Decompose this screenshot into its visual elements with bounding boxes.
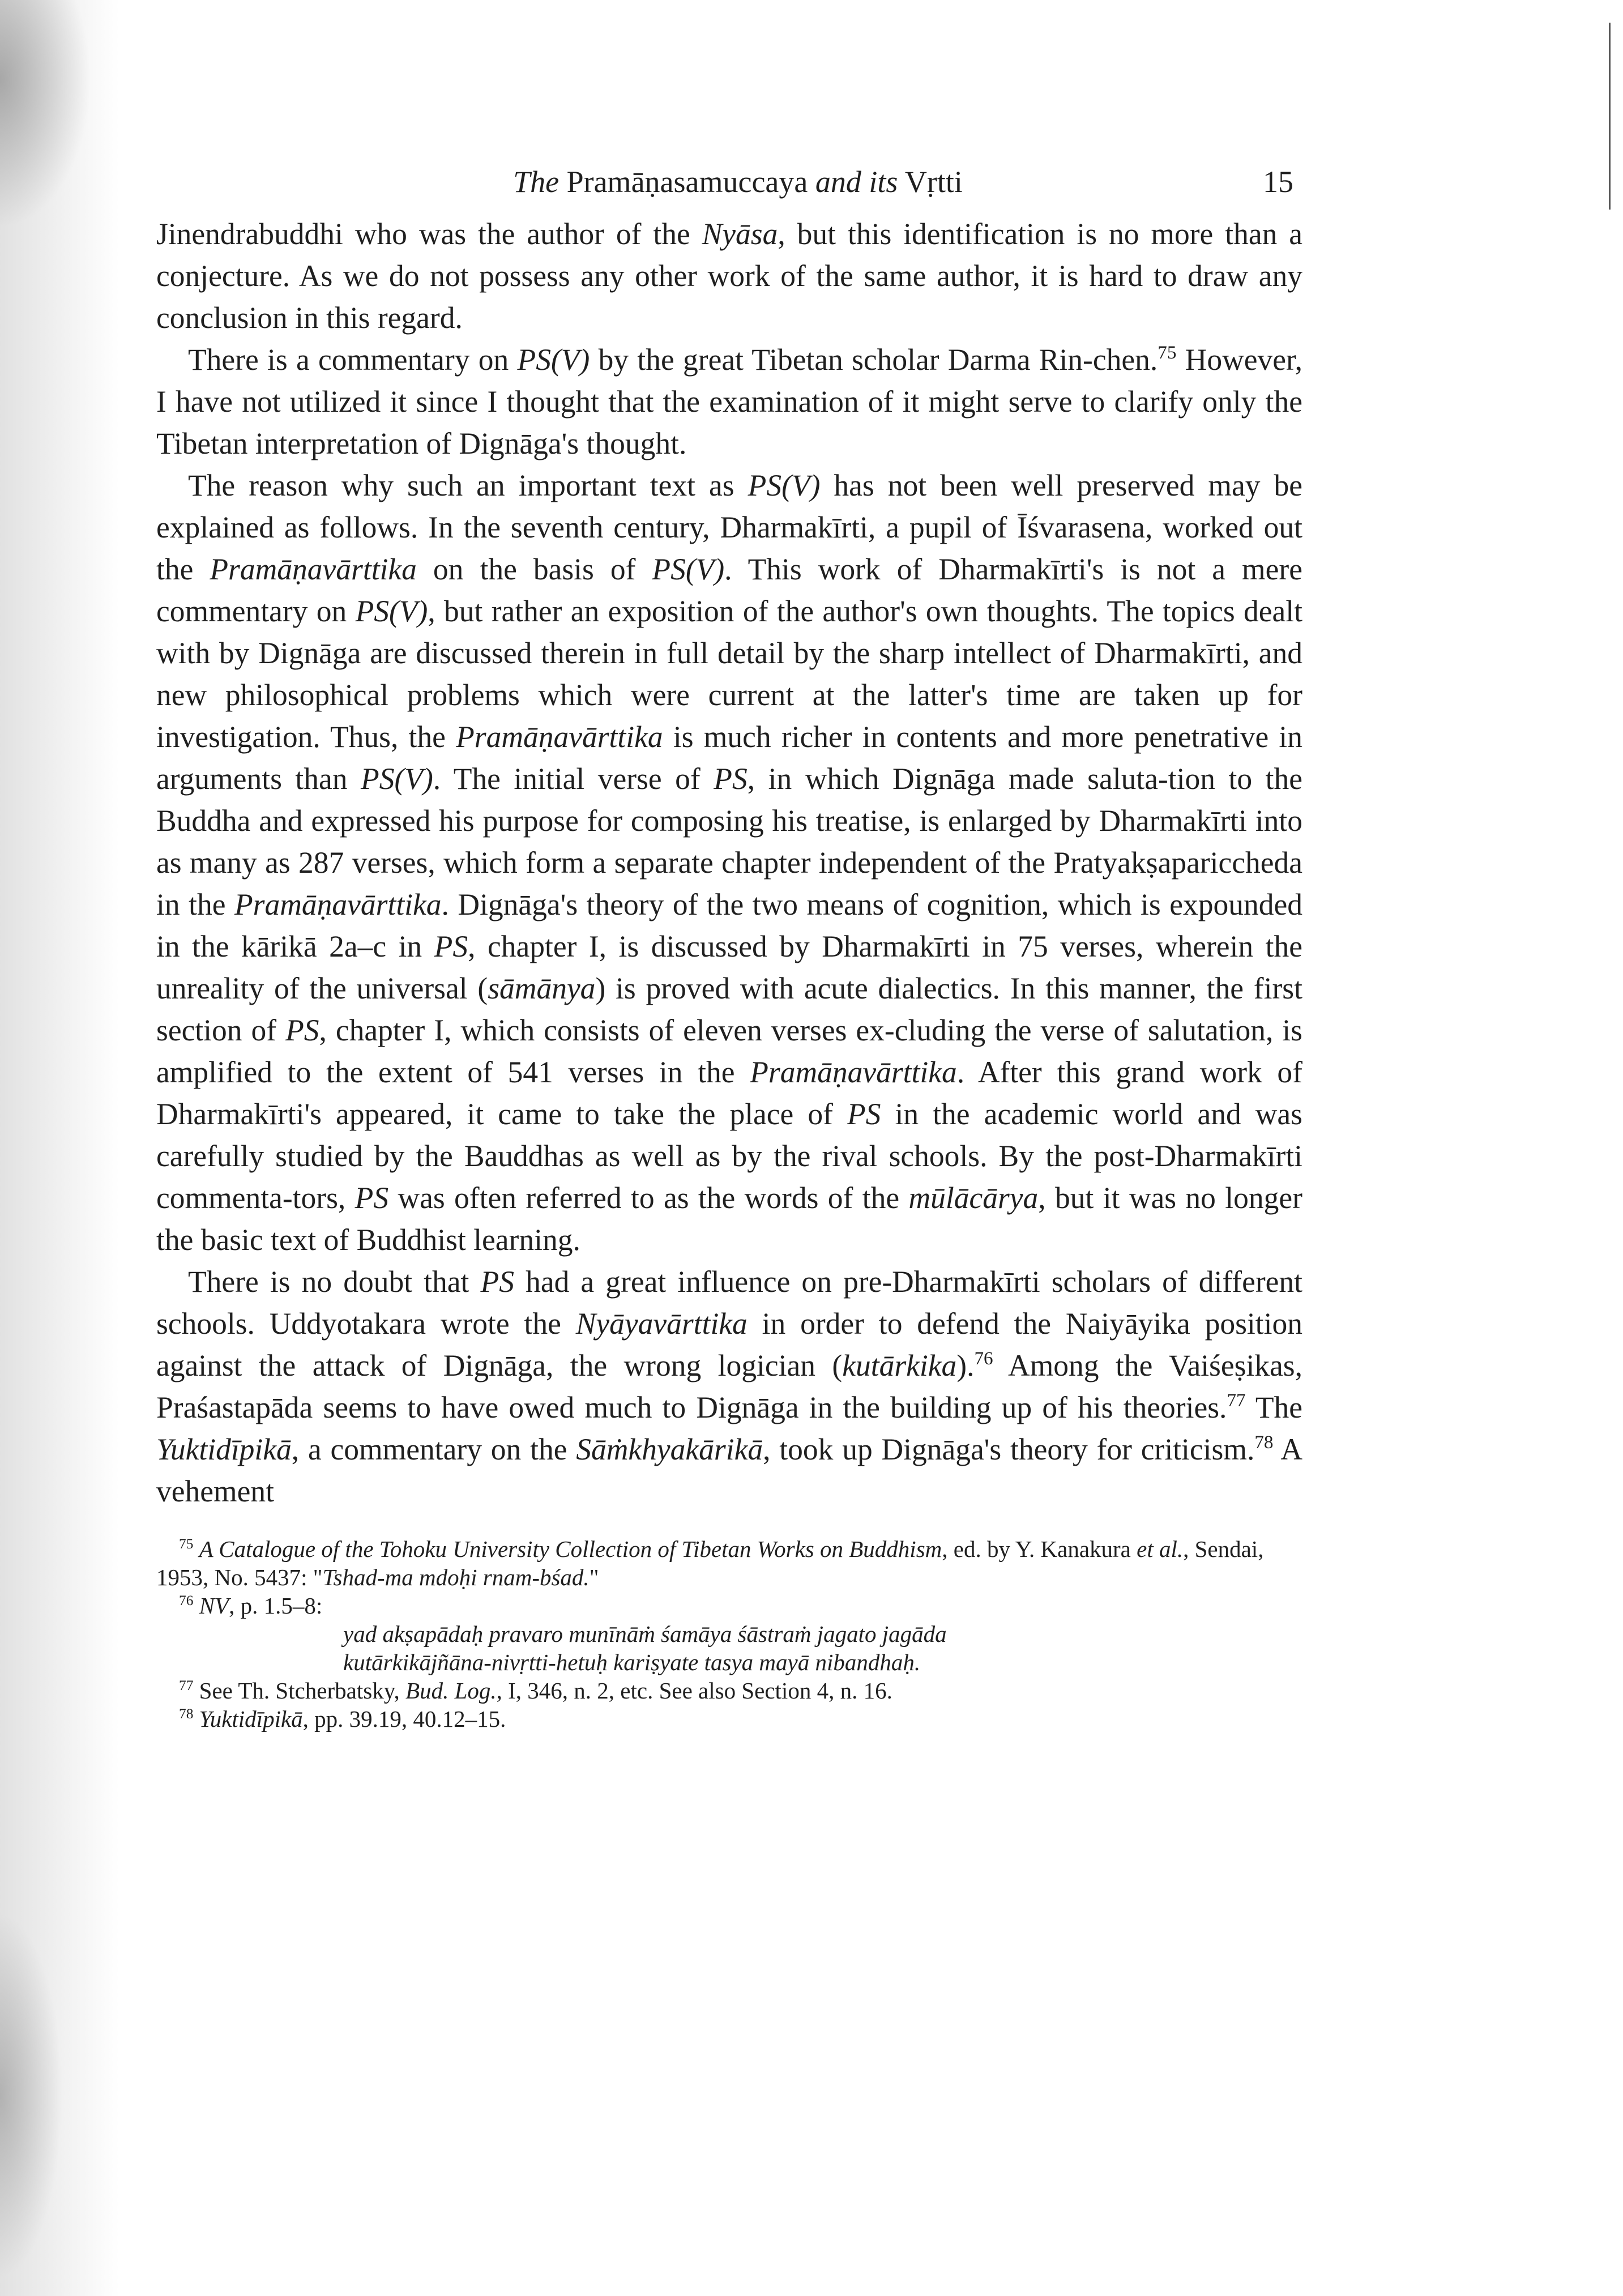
paragraph-4: There is no doubt that PS had a great influence on pre-Dharmakīrti scholars of different schools. Uddyotakara wrote the Nyāyavārttika in order to defend the Naiyāyika position against the attack of Dignāga, the wrong logician (kutārkika).$^{76}$ Among the Vaiśeṣikas, Praśastapāda seems to have owed much to Dignāga in the building up of his theories.$^{77}$ The Yuktidīpikā, a commentary on the Sāṁkhyakārikā, took up Dignāga's theory for criticism.$^{78}$ A vehement <box>156 1265 1303 1508</box>
footnote-ref-78: 78 <box>1254 1432 1274 1453</box>
paragraph-1: Jinendrabuddhi who was the author of the Nyāsa, but this identification is no more than a conjecture. As we do not possess any other work of the same author, it is hard to draw any conclusion in this regard. <box>156 217 1302 335</box>
running-head <box>156 164 1302 213</box>
running-title: The Pramāṇasamuccaya and its Vṛtti <box>513 165 963 199</box>
scan-edge-line <box>1609 23 1611 210</box>
paragraph-3: The reason why such an important text as PS(V) has not been well preserved may be explained as follows. In the seventh century, Dharmakīrti, a pupil of Īśvarasena, worked out the Pramāṇavārttika on the basis of PS(V). This work of Dharmakīrti's is not a mere commentary on PS(V), but rather an exposition of the author's own thoughts. The topics dealt with by Dignāga are discussed therein in full detail by the sharp intellect of Dharmakīrti, and new philosophical problems which were current at the latter's time are taken up for investigation. Thus, the Pramāṇavārttika is much richer in contents and more penetrative in arguments than PS(V). The initial verse of PS, in which Dignāga made saluta-tion to the Buddha and expressed his purpose for composing his treatise, is enlarged by Dharmakīrti into as many as 287 verses, which form a separate chapter independent of the Pratyakṣapariccheda in the Pramāṇavārttika. Dignāga's theory of the two means of cognition, which is expounded in the kārikā 2a–c in PS, chapter I, is discussed by Dharmakīrti in 75 verses, wherein the unreality of the universal (sāmānya) is proved with acute dialectics. In this manner, the first section of PS, chapter I, which consists of eleven verses ex-cluding the verse of salutation, is amplified to the extent of 541 verses in the Pramāṇavārttika. After this grand work of Dharmakīrti's appeared, it came to take the place of PS in the academic world and was carefully studied by the Bauddhas as well as by the rival schools. By the post-Dharmakīrti commenta-tors, PS was often referred to as the words of the mūlācārya, but it was no longer the basic text of Buddhist learning. <box>156 468 1303 1257</box>
footnote-ref-75: 75 <box>1158 342 1177 364</box>
paragraph-2: There is a commentary on PS(V) by the great Tibetan scholar Darma Rin-chen.$^{75}$ However, I have not utilized it since I thought that the examination of it might serve to clarify only the Tibetan interpretation of Dignāga's thought. <box>156 342 1302 460</box>
footnote-76-verse-line-1: yad akṣapādaḥ pravaro munīnāṁ śamāya śāstraṁ jagato jagāda <box>343 1621 947 1647</box>
footnote-78: $^{78}$ Yuktidīpikā, pp. 39.19, 40.12–15. <box>179 1705 506 1732</box>
footnote-ref-77: 77 <box>1227 1390 1246 1411</box>
footnote-75: $^{75}$ A Catalogue of the Tohoku University Collection of Tibetan Works on Buddhism, ed. by Y. Kanakura et al., Sendai, 1953, No. 5437: "Tshad-ma mdoḥi rnam-bśad." <box>156 1535 1264 1590</box>
footnote-76: $^{76}$ NV, p. 1.5–8: <box>179 1592 323 1619</box>
scan-edge-shading <box>0 0 119 2296</box>
footnote-77: $^{77}$ See Th. Stcherbatsky, Bud. Log., I, 346, n. 2, etc. See also Section 4, n. 16. <box>179 1677 892 1704</box>
page <box>156 164 1302 1733</box>
body-text <box>156 213 1302 1512</box>
footnotes <box>156 1535 1302 1733</box>
page-number: 15 <box>1263 165 1293 199</box>
footnote-76-verse-line-2: kutārkikājñāna-nivṛtti-hetuḥ kariṣyate tasya mayā nibandhaḥ. <box>343 1649 921 1675</box>
footnote-ref-76: 76 <box>974 1348 993 1369</box>
